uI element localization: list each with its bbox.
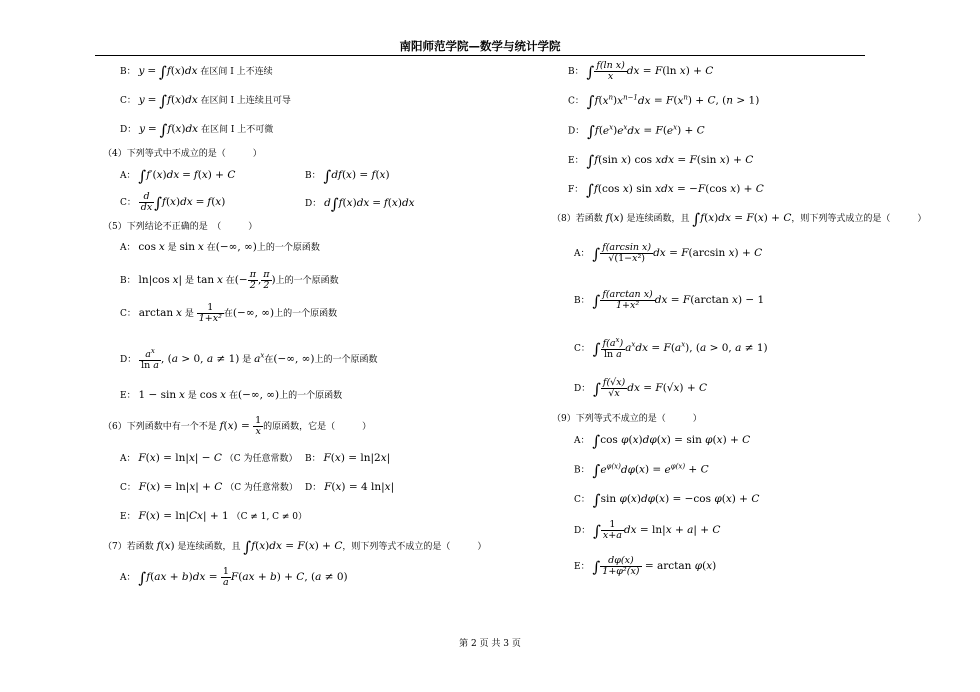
q5-stem: （5）下列结论不正确的是 （ ） (103, 222, 258, 232)
q6-option-d: D： F(x) = 4 ln|x| (305, 481, 395, 493)
q5-option-b: B： ln|cos x| 是 tan x 在(− $\frac{\pi}{2}$ , $\frac{\pi}{2}$ )上的一个原函数 (120, 269, 339, 291)
q4-option-c: C： $\frac{d}{dx}$ ∫f(x)dx = f(x) (120, 191, 226, 213)
q6-option-e: E： F(x) = ln|Cx| + 1 （C ≠ 1, C ≠ 0） (120, 510, 308, 522)
q5-option-d: D： $\frac{a^x}{\text{ln a}}$ , (a > 0, a ≠ 1) 是 $a^x$在(−∞, ∞)上的一个原函数 (120, 347, 378, 372)
q9-option-a: A： ∫cos φ(x)dφ(x) = sin φ(x) + C (574, 432, 751, 450)
q8-option-a: A： ∫ $\frac{\text{f(arcsin x)}}{\text{√(1−x²)}}$ dx = F(arcsin x) + C (574, 242, 763, 264)
q7-option-d: D： $\int f(e^x)e^xdx = F(e^x) + C$ (568, 122, 705, 141)
q8-option-b: B： ∫ $\frac{\text{f(arctan x)}}{\text{1+x²}}$ dx = F(arctan x) − 1 (574, 289, 765, 311)
q7-stem: （7）若函数 f(x) 是连续函数，且 ∫f(x)dx = F(x) + C，则下列等式不成立的是（ ） (103, 538, 487, 556)
q6-stem: （6）下列函数中有一个不是 f(x) = $\frac{1}{x}$ 的原函数，它是（ ） (103, 415, 372, 437)
q9-option-e: E： ∫ $\frac{d\varphi(x)}{\text{1+φ²(x)}}$ = arctan φ(x) (574, 555, 717, 577)
q6-option-a: A： F(x) = ln|x| − C （C 为任意常数） (120, 452, 298, 464)
q4-option-b: B： ∫df(x) = f(x) (305, 167, 390, 185)
q6-option-b: B： F(x) = ln|2x| (305, 452, 391, 464)
q6-option-c: C： F(x) = ln|x| + C （C 为任意常数） (120, 481, 298, 493)
q8-option-c: C： ∫ $\frac{f(a^x)}{\text{ln a}}$ $a^xdx = F(a^x)$, (a > 0, a ≠ 1) (574, 336, 768, 361)
q9-option-c: C： ∫sin φ(x)dφ(x) = −cos φ(x) + C (574, 491, 760, 509)
page-header-title: 南阳师范学院—数学与统计学院 (399, 39, 561, 53)
q7-option-f: F： ∫f(cos x) sin xdx = −F(cos x) + C (568, 181, 764, 199)
q5-option-a: A： cos x 是 sin x 在(−∞, ∞)上的一个原函数 (120, 241, 320, 253)
q7-option-e: E： ∫f(sin x) cos xdx = F(sin x) + C (568, 152, 754, 170)
q7-option-c: C： $\int f(x^n)x^{n-1}dx = F(x^n) + C$, (n > 1) (568, 92, 760, 111)
q4-option-d: D： d∫f(x)dx = f(x)dx (305, 195, 415, 213)
q8-stem: （8）若函数 f(x) 是连续函数，且 ∫f(x)dx = F(x) + C，则下列等式成立的是（ ） (552, 210, 927, 228)
q9-option-d: D： ∫ $\frac{1}{x+a}$ dx = ln|x + a| + C (574, 519, 721, 541)
q9-stem: （9）下列等式不成立的是（ ） (552, 414, 702, 424)
q3-option-c: C： y = ∫f(x)dx 在区间 I 上连续且可导 (120, 92, 291, 110)
q3-option-b: B： y = ∫f(x)dx 在区间 I 上不连续 (120, 63, 273, 81)
page-footer: 第 2 页 共 3 页 (459, 639, 521, 649)
q5-option-c: C： arctan x 是 $\frac{1}{\text{1+x²}}$ 在(−∞, ∞)上的一个原函数 (120, 302, 338, 324)
q9-option-b: B： $\int e^{\varphi(x)}d\varphi(x) = e^{\varphi(x)} + C$ (574, 461, 709, 480)
right-column (490, 0, 980, 692)
q4-stem: （4）下列等式中不成立的是（ ） (103, 149, 262, 159)
q3-option-d: D： y = ∫f(x)dx 在区间 I 上不可微 (120, 121, 274, 139)
q4-option-a: A： ∫f′(x)dx = f(x) + C (120, 167, 236, 185)
q5-option-e: E： 1 − sin x 是 cos x 在(−∞, ∞)上的一个原函数 (120, 389, 343, 401)
q7-option-a: A： ∫f(ax + b)dx = $\frac{1}{a}$ F(ax + b) + C, (a ≠ 0) (120, 566, 348, 588)
q7-option-b: B： ∫ $\frac{\text{f(ln x)}}{x}$ dx = F(ln x) + C (568, 60, 714, 82)
q8-option-d: D： ∫ $\frac{f(√x)}{√x}$ dx = F(√x) + C (574, 377, 708, 399)
